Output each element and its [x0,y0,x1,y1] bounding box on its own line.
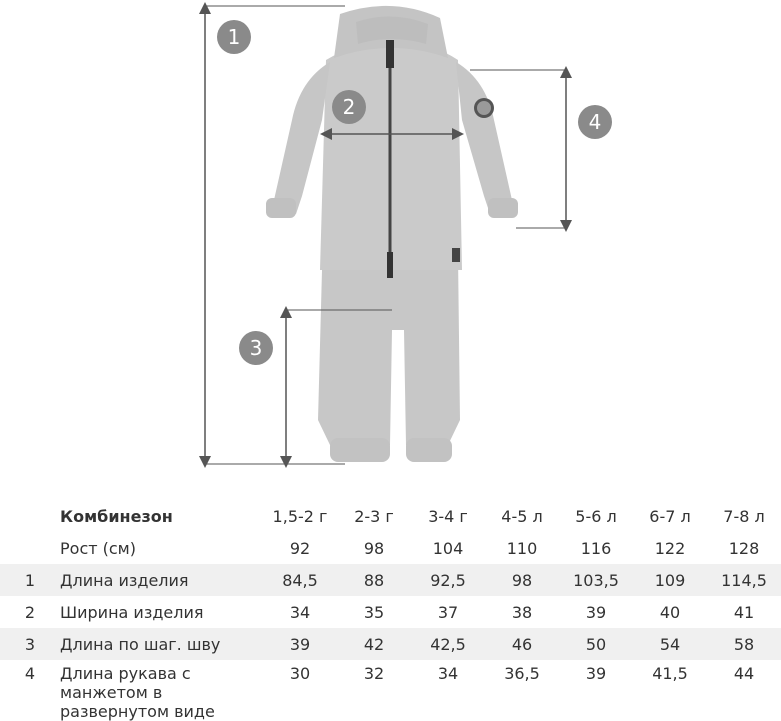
cell: 103,5 [559,564,633,596]
cell: 42,5 [411,628,485,660]
cell: 41,5 [652,664,688,683]
size-header: 6-7 л [649,506,691,526]
row-label: Ширина изделия [60,602,204,622]
cell: 116 [580,538,612,558]
badge-1 [217,20,251,54]
cell: 109 [633,564,707,596]
cell: 84,5 [263,564,337,596]
badge-3-label: 3 [249,336,263,360]
cell: 92 [289,538,311,558]
cell: 88 [337,564,411,596]
table-title: Комбинезон [60,506,173,526]
badge-2-label: 2 [342,95,356,119]
cell: 114,5 [707,564,781,596]
row-number: 3 [0,628,60,660]
cell: 128 [728,538,760,558]
cell: 54 [633,628,707,660]
cell: 32 [363,664,385,683]
row-label: Длина рукава с манжетом в развернутом виде [60,664,215,721]
table-row [0,564,781,596]
cell: 30 [289,664,311,683]
row-label: Длина по шаг. шву [60,628,263,660]
table-row [0,596,781,628]
badge-4-label: 4 [588,110,602,134]
size-header: 2-3 г [354,506,394,526]
cell: 122 [654,538,686,558]
row-number: 1 [0,564,60,596]
cell: 39 [263,628,337,660]
row-number: 4 [24,664,36,683]
cell: 42 [337,628,411,660]
badge-1-label: 1 [227,25,241,49]
cell: 39 [585,664,607,683]
cell: 34 [437,664,459,683]
cell: 37 [437,602,459,622]
size-header: 1,5-2 г [272,506,328,526]
cell: 34 [289,602,311,622]
cell: 39 [585,602,607,622]
badge-4 [578,105,612,139]
row-number: 2 [24,602,36,622]
cell: 92,5 [411,564,485,596]
cell: 98 [363,538,385,558]
cell: 98 [485,564,559,596]
cell: 50 [559,628,633,660]
row-label: Рост (см) [60,538,136,558]
row-label: Длина изделия [60,564,263,596]
cell: 38 [511,602,533,622]
size-header: 5-6 л [575,506,617,526]
cell: 36,5 [504,664,540,683]
table-row [0,532,781,564]
row-number [0,532,60,564]
cell: 58 [707,628,781,660]
size-table [0,500,781,721]
cell: 41 [733,602,755,622]
cell: 110 [506,538,538,558]
badge-2 [332,90,366,124]
table-row [0,660,781,721]
size-header: 7-8 л [723,506,765,526]
cell: 35 [363,602,385,622]
cell: 44 [733,664,755,683]
table-header-row [0,500,781,532]
badge-3 [239,331,273,365]
size-header: 4-5 л [501,506,543,526]
table-row [0,628,781,660]
jumpsuit-illustration [266,6,518,462]
size-header: 3-4 г [428,506,468,526]
cell: 104 [432,538,464,558]
cell: 46 [485,628,559,660]
cell: 40 [659,602,681,622]
